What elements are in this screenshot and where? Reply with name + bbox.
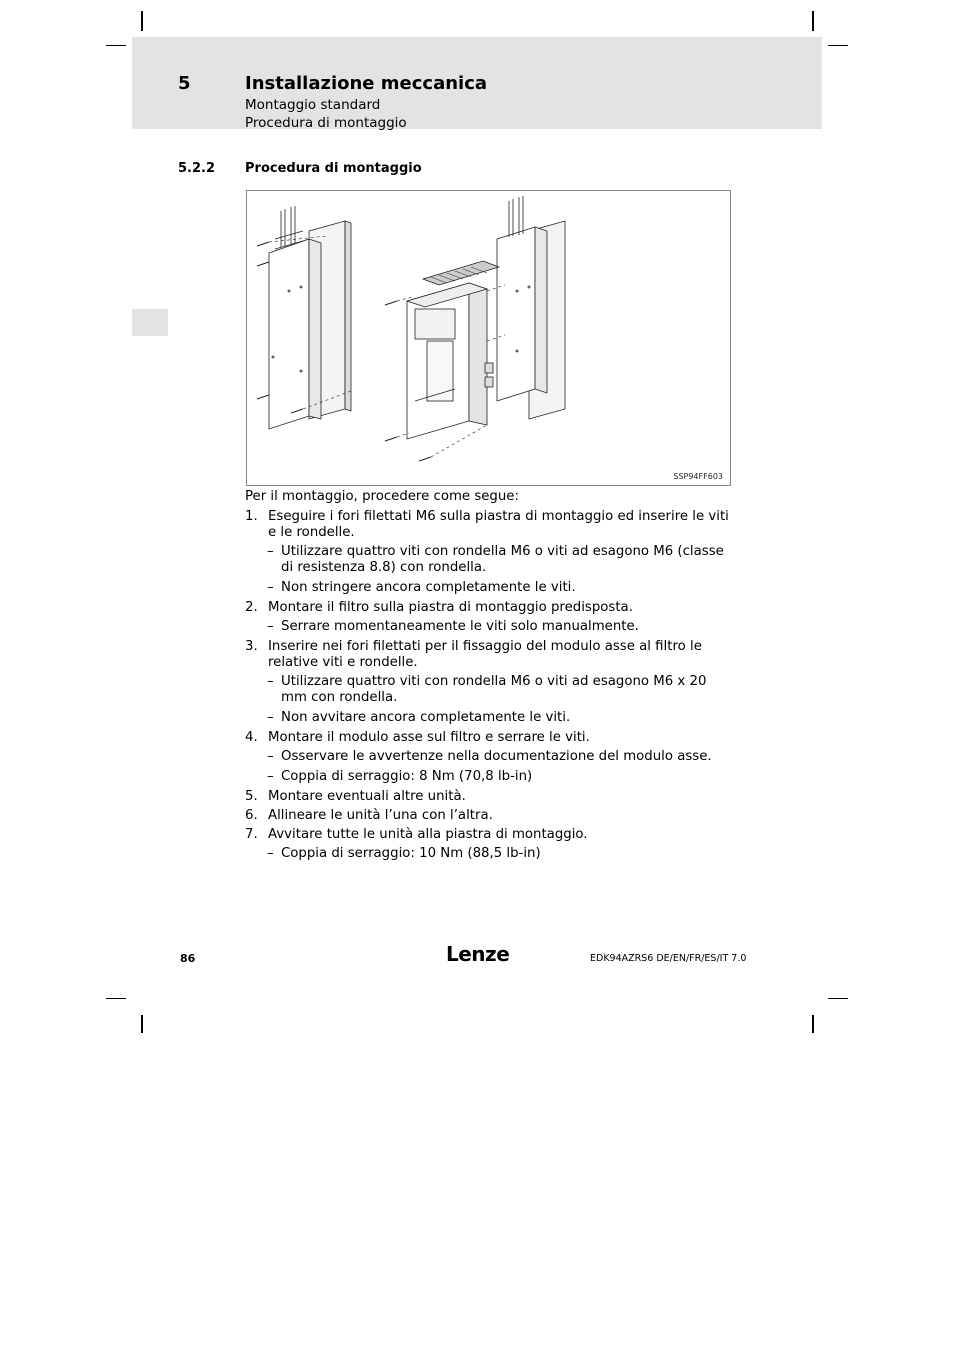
sub-text: Serrare momentaneamente le viti solo manualmente. <box>281 619 639 634</box>
list-item <box>245 789 735 805</box>
mounting-drawing <box>247 191 732 487</box>
step-number: 3. <box>245 639 258 654</box>
list-item <box>245 544 735 576</box>
dash-icon: – <box>267 674 274 689</box>
sub-text: Utilizzare quattro viti con rondella M6 o viti ad esagono M6 x 20 mm con rondella. <box>281 674 707 705</box>
section-title: Procedura di montaggio <box>245 161 422 176</box>
step-text: Avvitare tutte le unità alla piastra di montaggio. <box>268 827 588 842</box>
list-item <box>245 769 735 785</box>
crop-mark <box>141 11 143 31</box>
list-item <box>245 639 735 671</box>
step-number: 1. <box>245 509 258 524</box>
step-text: Inserire nei fori filettati per il fissaggio del modulo asse al filtro le relative viti e rondelle. <box>268 639 702 670</box>
step-text: Montare eventuali altre unità. <box>268 789 466 804</box>
sub-text: Utilizzare quattro viti con rondella M6 o viti ad esagono M6 (classe di resistenza 8.8) con rondella. <box>281 544 724 575</box>
section-number: 5.2.2 <box>178 161 216 176</box>
step-number: 6. <box>245 808 258 823</box>
dash-icon: – <box>267 619 274 634</box>
crop-mark <box>828 998 848 999</box>
mounting-figure <box>246 190 731 486</box>
list-item <box>245 827 735 843</box>
crop-mark <box>812 11 814 31</box>
crop-mark <box>812 1015 814 1033</box>
crop-mark <box>828 45 848 46</box>
list-item <box>245 509 735 541</box>
dash-icon: – <box>267 710 274 725</box>
crop-mark <box>141 1015 143 1033</box>
header-subtitle: Montaggio standard <box>245 97 381 113</box>
list-item <box>245 619 735 635</box>
dash-icon: – <box>267 544 274 559</box>
step-number: 2. <box>245 600 258 615</box>
instructions <box>245 489 735 866</box>
dash-icon: – <box>267 846 274 861</box>
list-item <box>245 846 735 862</box>
step-number: 7. <box>245 827 258 842</box>
dash-icon: – <box>267 580 274 595</box>
sub-text: Non stringere ancora completamente le viti. <box>281 580 576 595</box>
chapter-side-tab <box>132 309 168 336</box>
chapter-number: 5 <box>178 73 191 94</box>
step-text: Eseguire i fori filettati M6 sulla piastra di montaggio ed inserire le viti e le rondelle. <box>268 509 729 540</box>
list-item <box>245 600 735 616</box>
header-subtitle: Procedura di montaggio <box>245 115 407 131</box>
sub-text: Osservare le avvertenze nella documentazione del modulo asse. <box>281 749 712 764</box>
list-item <box>245 730 735 746</box>
step-number: 5. <box>245 789 258 804</box>
dash-icon: – <box>267 769 274 784</box>
document-code: EDK94AZRS6 DE/EN/FR/ES/IT 7.0 <box>590 953 747 964</box>
step-number: 4. <box>245 730 258 745</box>
step-text: Allineare le unità l’una con l’altra. <box>268 808 493 823</box>
chapter-title: Installazione meccanica <box>245 73 488 94</box>
page-number: 86 <box>180 952 196 965</box>
step-text: Montare il modulo asse sul filtro e serrare le viti. <box>268 730 590 745</box>
list-item <box>245 580 735 596</box>
list-item <box>245 674 735 706</box>
list-item <box>245 808 735 824</box>
sub-text: Coppia di serraggio: 8 Nm (70,8 lb-in) <box>281 769 533 784</box>
list-item <box>245 710 735 726</box>
crop-mark <box>106 998 126 999</box>
crop-mark <box>106 45 126 46</box>
sub-text: Non avvitare ancora completamente le viti. <box>281 710 571 725</box>
step-text: Montare il filtro sulla piastra di montaggio predisposta. <box>268 600 633 615</box>
list-item <box>245 749 735 765</box>
intro-text: Per il montaggio, procedere come segue: <box>245 489 519 504</box>
sub-text: Coppia di serraggio: 10 Nm (88,5 lb-in) <box>281 846 541 861</box>
figure-code: SSP94FF603 <box>673 472 723 481</box>
lenze-logo: Lenze <box>446 942 510 966</box>
dash-icon: – <box>267 749 274 764</box>
